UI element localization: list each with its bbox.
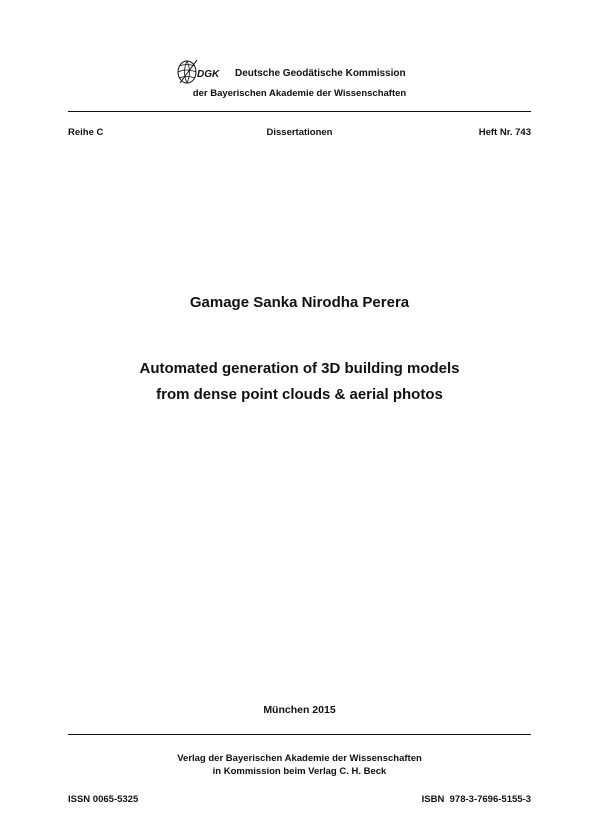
publisher-line-1: Verlag der Bayerischen Akademie der Wissenschaften xyxy=(177,753,422,764)
title-line-1: Automated generation of 3D building models xyxy=(139,360,460,377)
publisher-line-2: in Kommission beim Verlag C. H. Beck xyxy=(212,766,387,777)
place-year: München 2015 xyxy=(263,704,336,716)
org-name: Deutsche Geodätische Kommission xyxy=(235,68,406,79)
publisher-info xyxy=(0,752,599,778)
series-type: Dissertationen xyxy=(266,127,333,138)
title-line-2: from dense point clouds & aerial photos xyxy=(156,386,443,403)
org-subtitle: der Bayerischen Akademie der Wissenschaften xyxy=(192,88,407,99)
series-label: Reihe C xyxy=(68,127,104,138)
issn: ISSN 0065-5325 xyxy=(68,794,139,805)
isbn: ISBN 978-3-7696-5155-3 xyxy=(421,794,531,805)
issue-number: Heft Nr. 743 xyxy=(478,127,531,138)
document-title xyxy=(0,356,599,408)
dgk-logo xyxy=(176,58,228,88)
logo-text: DGK xyxy=(197,69,220,80)
globe-icon xyxy=(176,58,228,88)
divider-top xyxy=(68,111,531,112)
divider-bottom xyxy=(68,734,531,735)
author-name: Gamage Sanka Nirodha Perera xyxy=(189,294,410,311)
